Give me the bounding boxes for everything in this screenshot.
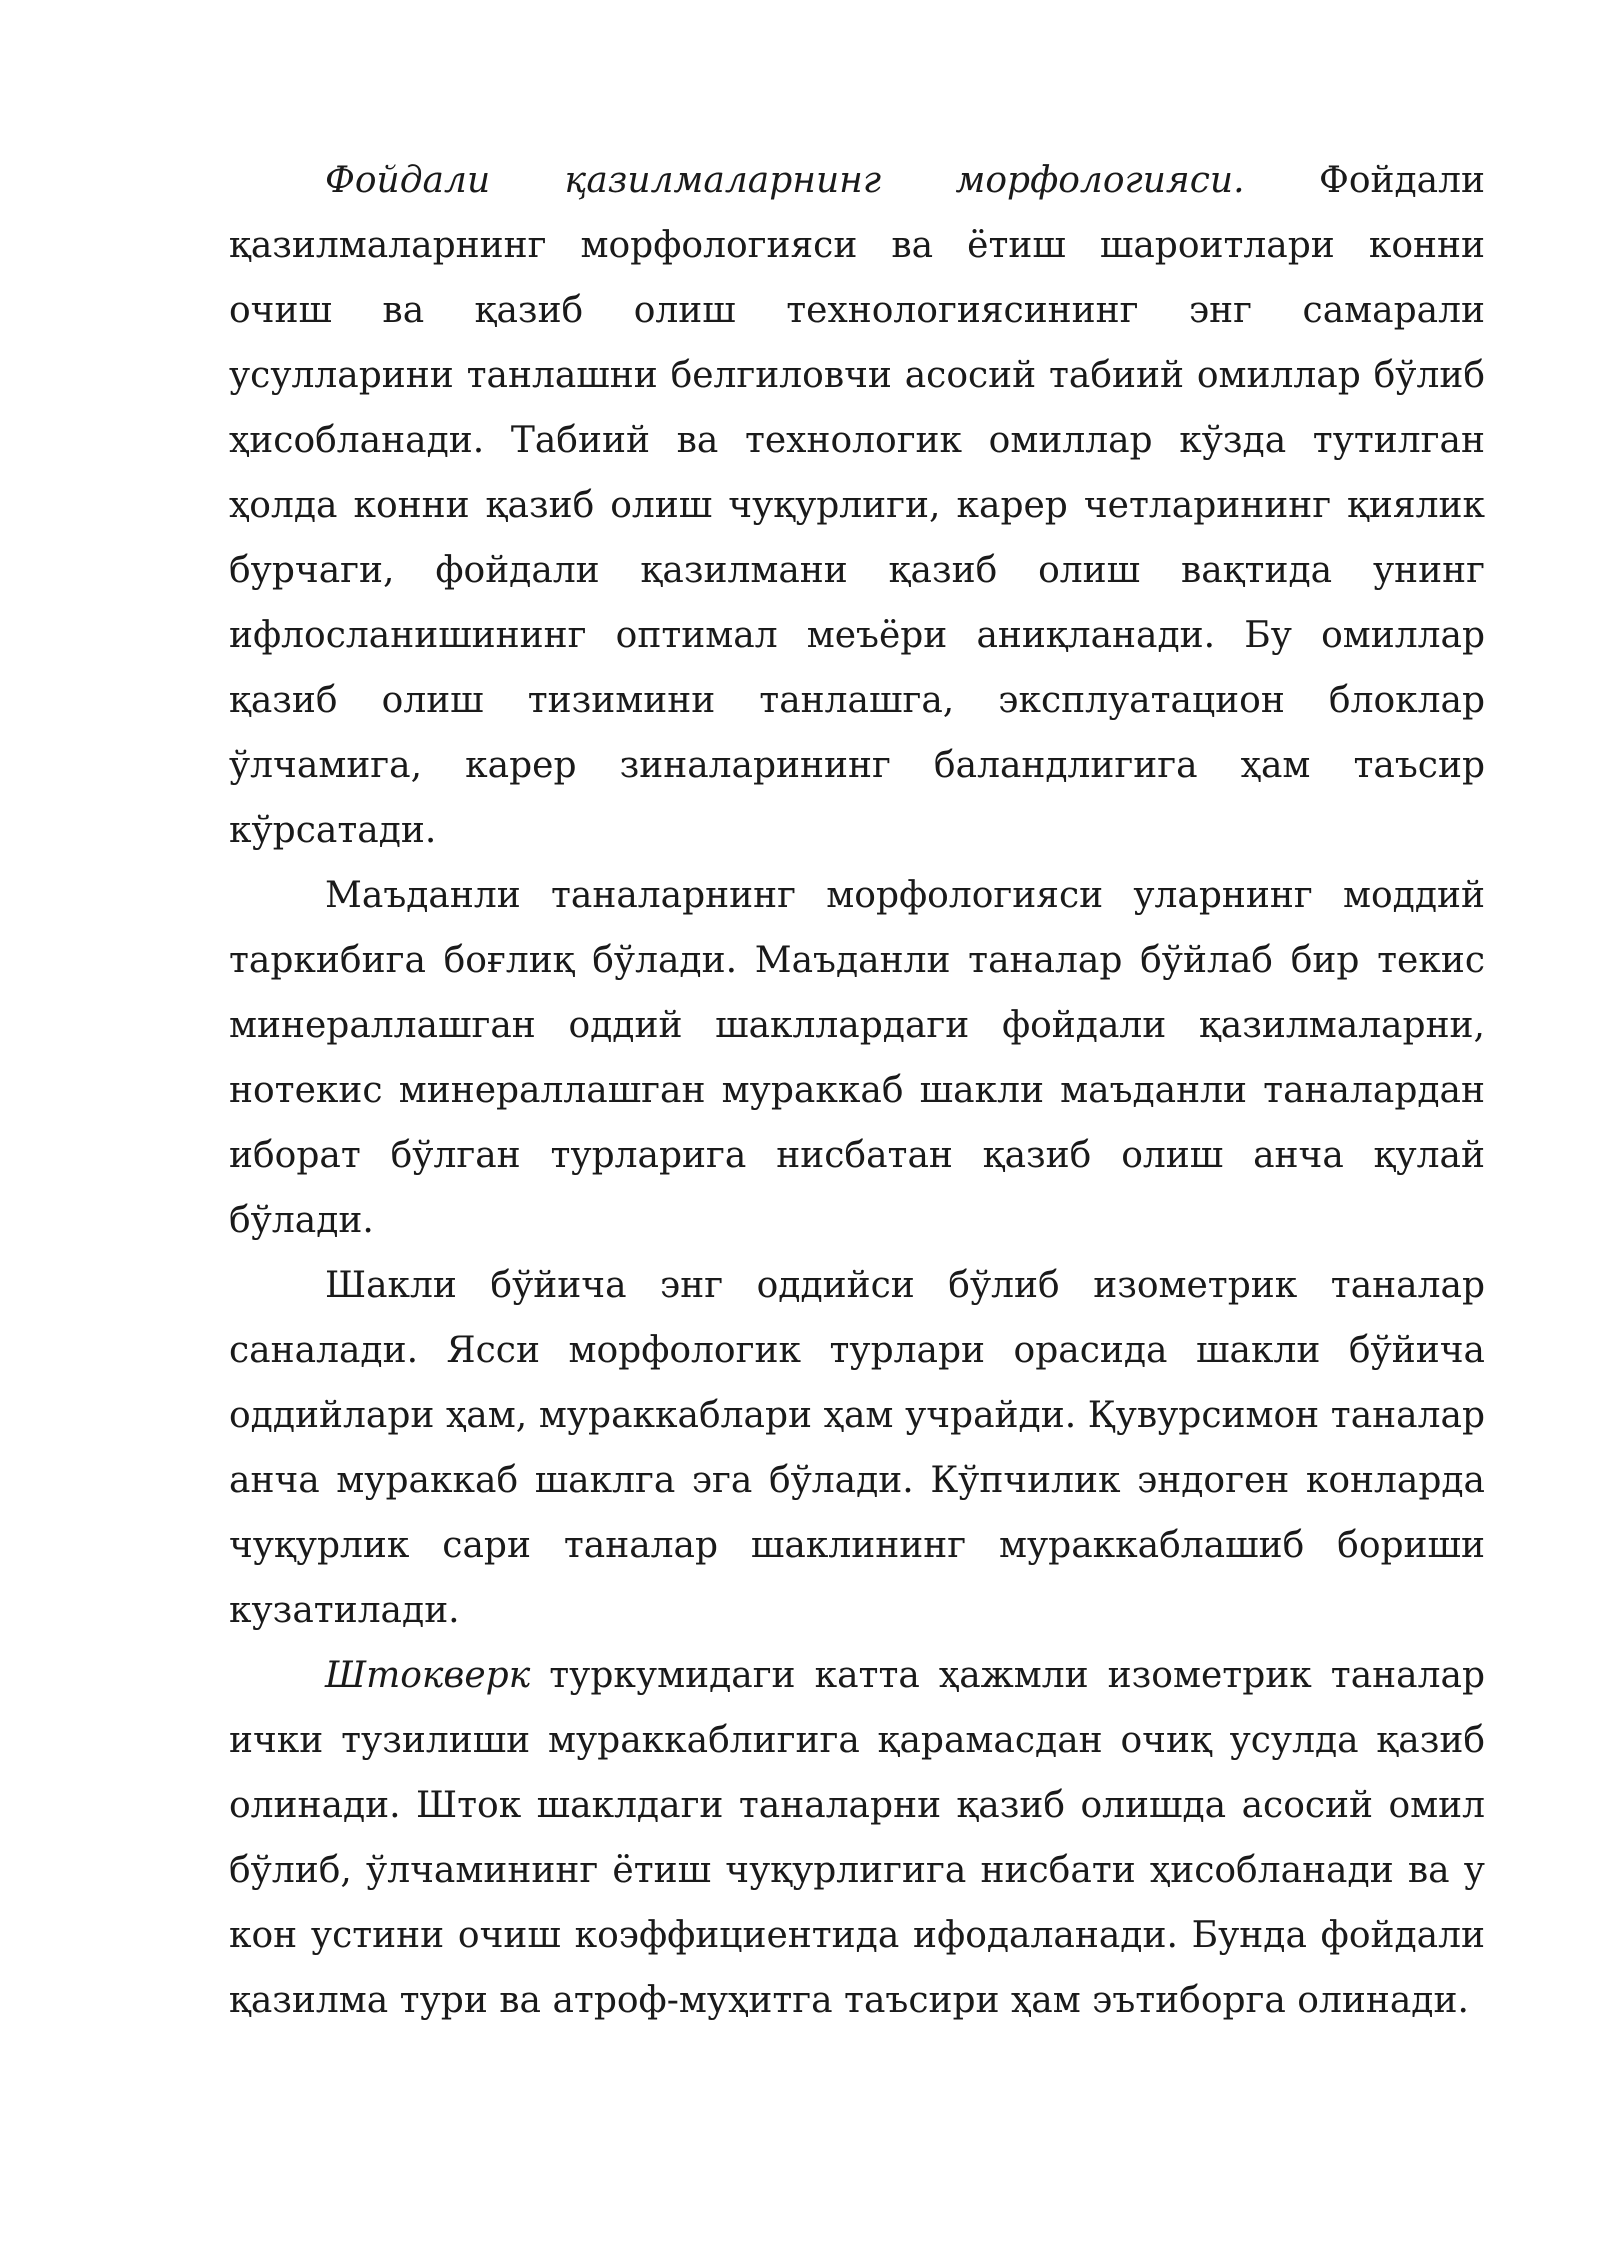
paragraph-text: Маъданли таналарнинг морфологияси уларнинг моддий таркибига боғлиқ бўлади. Маъданли таналар бўйлаб бир текис минераллашган оддий шакллардаги фойдали қазилмаларни, нотекис минераллашган мураккаб шакли маъданли таналардан иборат бўлган турларига нисбатан қазиб олиш анча қулай бўлади.: [229, 875, 1485, 1241]
paragraph-morphology-intro: [229, 148, 1485, 863]
paragraph-text: туркумидаги катта ҳажмли изометрик таналар ички тузилиши мураккаблигига қарамасдан очиқ усулда қазиб олинади. Шток шаклдаги таналарни қазиб олишда асосий омил бўлиб, ўлчамининг ётиш чуқурлигига нисбати ҳисобланади ва у кон устини очиш коэффициентида ифодаланади. Бунда фойдали қазилма тури ва атроф-муҳитга таъсири ҳам эътиборга олинади.: [229, 1655, 1485, 2021]
paragraph-ore-bodies: [229, 863, 1485, 1253]
paragraph-stockwork: [229, 1643, 1485, 2033]
paragraph-text: Фойдали қазилмаларнинг морфологияси ва ётиш шароитлари конни очиш ва қазиб олиш технологиясининг энг самарали усулларини танлашни белгиловчи асосий табиий омиллар бўлиб ҳисобланади. Табиий ва технологик омиллар кўзда тутилган ҳолда конни қазиб олиш чуқурлиги, карер четларининг қиялик бурчаги, фойдали қазилмани қазиб олиш вақтида унинг ифлосланишининг оптимал меъёри аниқланади. Бу омиллар қазиб олиш тизимини танлашга, эксплуатацион блоклар ўлчамига, карер зиналарининг баландлигига ҳам таъсир кўрсатади.: [229, 160, 1485, 851]
document-page: [229, 148, 1485, 2033]
paragraph-text: Шакли бўйича энг оддийси бўлиб изометрик таналар саналади. Ясси морфологик турлари орасида шакли бўйича оддийлари ҳам, мураккаблари ҳам учрайди. Қувурсимон таналар анча мураккаб шаклга эга бўлади. Кўпчилик эндоген конларда чуқурлик сари таналар шаклининг мураккаблашиб бориши кузатилади.: [229, 1265, 1485, 1631]
italic-term-heading: Фойдали қазилмаларнинг морфологияси.: [325, 160, 1245, 201]
paragraph-shapes: [229, 1253, 1485, 1643]
italic-term-stockwork: Штокверк: [325, 1655, 531, 1696]
